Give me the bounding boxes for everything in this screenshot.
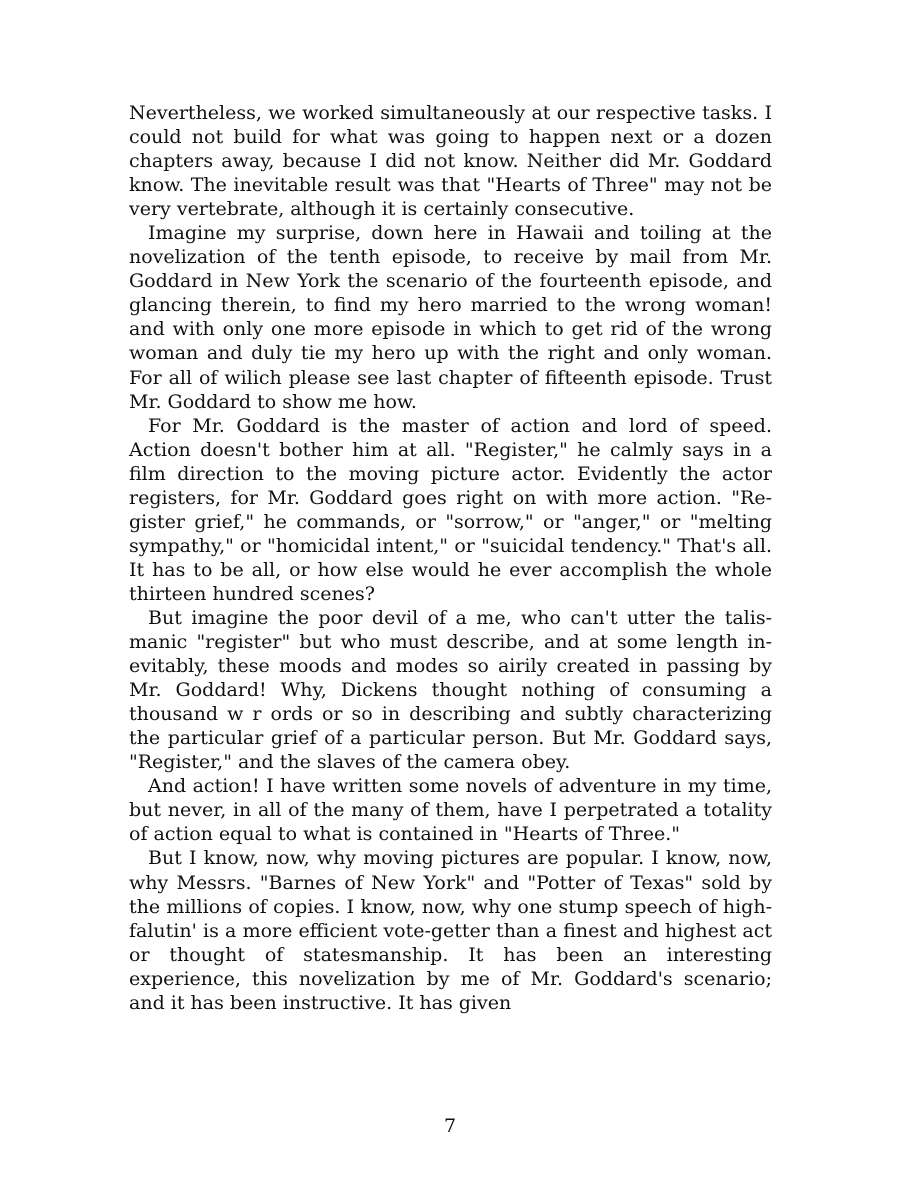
page-number: 7: [443, 1115, 457, 1137]
paragraph-1: Nevertheless, we worked simultaneously at our respective tasks. I could not build for what was going to happen next or a dozen chapters away, because I did not know. Neither did Mr. Goddard know. The inevitable result was that "Hearts of Three" may not be very vertebrate, although it is certainly consecutive.: [129, 102, 772, 221]
page-body: [129, 101, 772, 1015]
paragraph-6: But I know, now, why moving pictures are popular. I know, now, why Messrs. "Barnes of New York" and "Potter of Texas" sold by the millions of copies. I know, now, why one stump speech of high-falutin' is a more efficient vote-getter than a finest and highest act or thought of statesmanship. It has been an interesting experience, this novelization by me of Mr. Goddard's scenario; and it has been instructive. It has given: [129, 847, 772, 1014]
paragraph-3: For Mr. Goddard is the master of action and lord of speed. Action doesn't bother him at all. "Register," he calmly says in a film direction to the moving picture actor. Evidently the actor registers, for Mr. Goddard goes right on with more action. "Register grief," he commands, or "sorrow," or "anger," or "melting sympathy," or "homicidal intent," or "suicidal tendency." That's all. It has to be all, or how else would he ever accomplish the whole thirteen hundred scenes?: [129, 414, 772, 605]
paragraph-5: And action! I have written some novels of adventure in my time, but never, in all of the many of them, have I perpetrated a totality of action equal to what is contained in "Hearts of Three.": [129, 775, 772, 846]
paragraph-4: But imagine the poor devil of a me, who can't utter the talismanic "register" but who must describe, and at some length inevitably, these moods and modes so airily created in passing by Mr. Goddard! Why, Dickens thought nothing of consuming a thousand w r ords or so in describing and subtly characterizing the particular grief of a particular person. But Mr. Goddard says, "Register," and the slaves of the camera obey.: [129, 606, 772, 774]
paragraph-2: Imagine my surprise, down here in Hawaii and toiling at the novelization of the tenth episode, to receive by mail from Mr. Goddard in New York the scenario of the fourteenth episode, and glancing therein, to find my hero married to the wrong woman! and with only one more episode in which to get rid of the wrong woman and duly tie my hero up with the right and only woman. For all of wilich please see last chapter of fifteenth episode. Trust Mr. Goddard to show me how.: [129, 222, 772, 413]
